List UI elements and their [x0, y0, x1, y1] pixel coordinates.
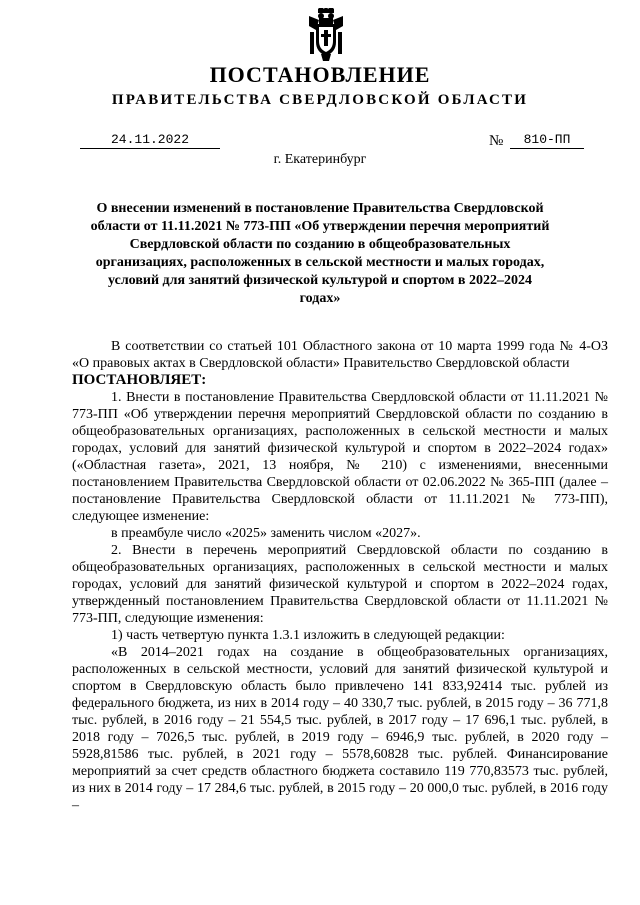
- coat-of-arms-icon: [307, 8, 345, 62]
- intro-paragraph: В соответствии со статьей 101 Областного закона от 10 марта 1999 года № 4-ОЗ «О правовых актах в Свердловской области» Правительство Свердловской области: [72, 339, 608, 371]
- item-2: 2. Внести в перечень мероприятий Свердловской области по созданию в общеобразовательных организациях, расположенных в сельской местности и малых городах, условий для занятий физической культурой и спортом в 2022–2024 годах, утвержденный постановлением Правительства Свердловской области от 11.11.2021 № 773-ПП, следующие изменения:: [72, 543, 608, 626]
- resolves-label: ПОСТАНОВЛЯЕТ:: [72, 372, 207, 388]
- document-body: [72, 338, 608, 814]
- item-1-change: в преамбуле число «2025» заменить числом «2027».: [111, 526, 421, 541]
- page-title: ПОСТАНОВЛЕНИЕ: [209, 62, 431, 87]
- quoted-text: «В 2014–2021 годах на создание в общеобразовательных организациях, расположенных в сельской местности, условий для занятий физической культурой и спортом в Свердловскую область было привлечено 141 833,92414 тыс. рублей из федерального бюджета, из них в 2014 году – 40 330,7 тыс. рублей, в 2015 году – 36 771,8 тыс. рублей, в 2016 году – 21 554,5 тыс. рублей, в 2017 году – 17 696,1 тыс. рублей, в 2018 году – 7026,5 тыс. рублей, в 2019 году – 6946,9 тыс. рублей, в 2020 году – 5928,81586 тыс. рублей, в 2021 году – 5578,60828 тыс. рублей. Финансирование мероприятий за счет средств областного бюджета составило 119 770,83573 тыс. рублей, из них в 2014 году – 17 284,6 тыс. рублей, в 2015 году – 20 000,0 тыс. рублей, в 2016 году –: [72, 645, 608, 813]
- document-date: 24.11.2022: [80, 132, 220, 149]
- city: г. Екатеринбург: [273, 152, 367, 167]
- document-number: 810-ПП: [510, 132, 584, 149]
- item-2-sub-1: 1) часть четвертую пункта 1.3.1 изложить в следующей редакции:: [111, 628, 505, 643]
- document-heading: О внесении изменений в постановление Правительства Свердловской области от 11.11.2021 № 773-ПП «Об утверждении перечня мероприятий Свердловской области по созданию в общеобразовательных организациях, расположенных в сельской местности и малых городах, условий для занятий физической культурой и спортом в 2022–2024 годах»: [90, 201, 550, 306]
- item-1: 1. Внести в постановление Правительства Свердловской области от 11.11.2021 № 773-ПП «Об утверждении перечня мероприятий Свердловской области по созданию в общеобразовательных организациях, расположенных в сельской местности и малых городах, условий для занятий физической культурой и спортом в 2022–2024 годах» («Областная газета», 2021, 13 ноября, № 210) с изменениями, внесенными постановлением Правительства Свердловской области от 02.06.2022 № 365-ПП (далее – постановление Правительства Свердловской области от 11.11.2021 № 773-ПП), следующее изменение:: [72, 390, 608, 524]
- page-subtitle: ПРАВИТЕЛЬСТВА СВЕРДЛОВСКОЙ ОБЛАСТИ: [111, 92, 529, 108]
- number-label: №: [489, 133, 504, 149]
